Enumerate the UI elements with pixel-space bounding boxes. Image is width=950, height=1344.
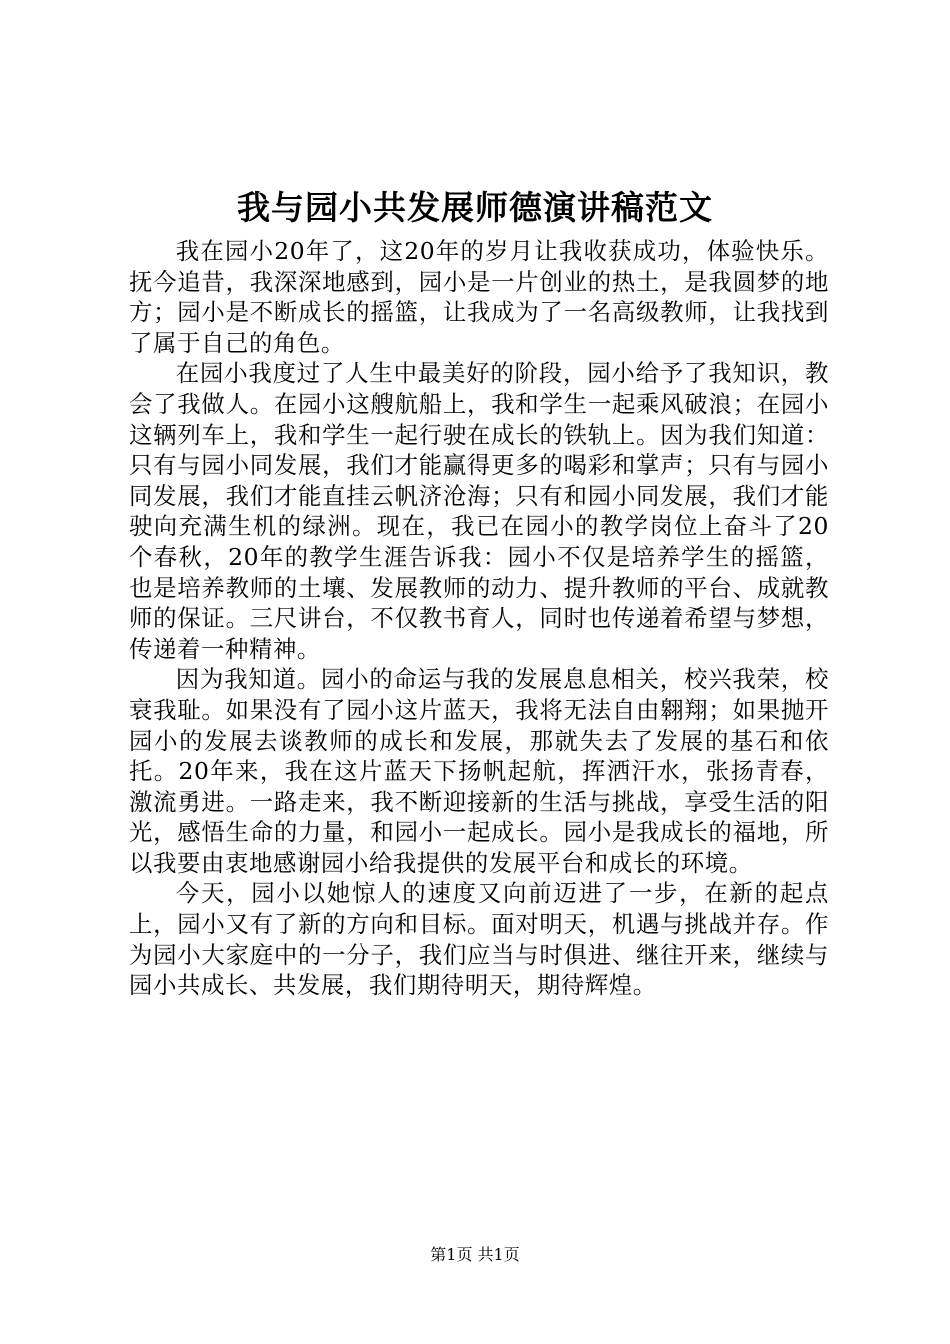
document-body	[129, 236, 829, 1001]
paragraph-1: 我在园小20年了，这20年的岁月让我收获成功，体验快乐。抚今追昔，我深深地感到，园小是一片创业的热土，是我圆梦的地方；园小是不断成长的摇篮，让我成为了一名高级教师，让我找到了属于自己的角色。	[129, 237, 829, 357]
paragraph-4: 今天，园小以她惊人的速度又向前迈进了一步，在新的起点上，园小又有了新的方向和目标。面对明天，机遇与挑战并存。作为园小大家庭中的一分子，我们应当与时俱进、继往开来，继续与园小共成长、共发展，我们期待明天，期待辉煌。	[129, 879, 829, 1000]
paragraph-3: 因为我知道。园小的命运与我的发展息息相关，校兴我荣，校衰我耻。如果没有了园小这片蓝天，我将无法自由翱翔；如果抛开园小的发展去谈教师的成长和发展，那就失去了发展的基石和依托。20年来，我在这片蓝天下扬帆起航，挥洒汗水，张扬青春，激流勇进。一路走来，我不断迎接新的生活与挑战，享受生活的阳光，感悟生命的力量，和园小一起成长。园小是我成长的福地，所以我要由衷地感谢园小给我提供的发展平台和成长的环境。	[129, 665, 829, 877]
page-number-footer: 第1页 共1页	[430, 1245, 520, 1264]
paragraph-2: 在园小我度过了人生中最美好的阶段，园小给予了我知识，教会了我做人。在园小这艘航船上，我和学生一起乘风破浪；在园小这辆列车上，我和学生一起行驶在成长的铁轨上。因为我们知道：只有与园小同发展，我们才能赢得更多的喝彩和掌声；只有与园小同发展，我们才能直挂云帆济沧海；只有和园小同发展，我们才能驶向充满生机的绿洲。现在，我已在园小的教学岗位上奋斗了20个春秋，20年的教学生涯告诉我：园小不仅是培养学生的摇篮，也是培养教师的土壤、发展教师的动力、提升教师的平台、成就教师的保证。三尺讲台，不仅教书育人，同时也传递着希望与梦想，传递着一种精神。	[129, 359, 829, 663]
document-title: 我与园小共发展师德演讲稿范文	[237, 188, 713, 227]
